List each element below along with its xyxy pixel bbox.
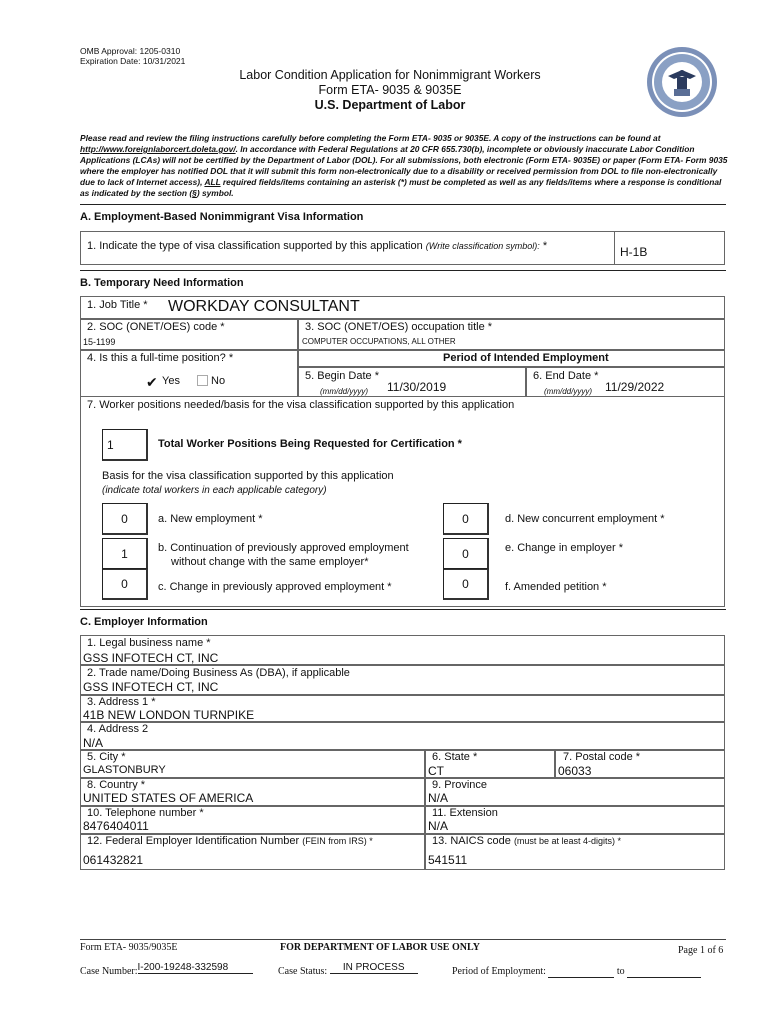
naics-value: 541511 [428, 853, 468, 867]
end-date-value: 11/29/2022 [605, 380, 665, 394]
new-employment-field[interactable]: 0 [102, 503, 148, 535]
visa-classification-label: 1. Indicate the type of visa classification supported by this application (Write classification symbol): * [87, 240, 548, 252]
amended-petition-label: f. Amended petition * [505, 581, 607, 593]
country-label: 8. Country * [87, 779, 146, 791]
visa-classification-value: H-1B [620, 245, 648, 259]
dba-label: 2. Trade name/Doing Business As (DBA), if applicable [87, 667, 350, 679]
fulltime-label: 4. Is this a full-time position? * [87, 352, 234, 364]
yes-checkbox[interactable]: ✔ [146, 374, 158, 390]
amended-petition-field[interactable]: 0 [443, 568, 489, 600]
fein-value: 061432821 [83, 853, 144, 867]
city-label: 5. City * [87, 751, 126, 763]
period-start-blank [548, 966, 614, 978]
country-value: UNITED STATES OF AMERICA [83, 791, 254, 805]
section-divider [80, 204, 726, 205]
legal-name-label: 1. Legal business name * [87, 637, 211, 649]
state-label: 6. State * [432, 751, 478, 763]
filing-instructions [80, 133, 728, 199]
footer-form: Form ETA- 9035/9035E [80, 942, 178, 953]
period-to-label: to [616, 966, 625, 977]
agency-name: U.S. Department of Labor [314, 98, 466, 112]
address2-field[interactable] [80, 722, 725, 750]
end-date-label: 6. End Date * [533, 370, 599, 382]
total-positions-field[interactable]: 1 [102, 429, 148, 461]
instructions-text-4: ) symbol. [196, 188, 234, 198]
new-concurrent-label: d. New concurrent employment * [505, 513, 665, 525]
section-c-title: C. Employer Information [80, 616, 208, 628]
dba-value: GSS INFOTECH CT, INC [83, 680, 219, 694]
omb-info [80, 46, 185, 66]
no-label: No [211, 375, 226, 387]
case-status-label: Case Status: [278, 966, 328, 977]
end-date-hint: (mm/dd/yyyy) [544, 387, 592, 396]
begin-date-value: 11/30/2019 [387, 380, 447, 394]
extension-value: N/A [428, 819, 449, 833]
instructions-section-symbol: § [192, 188, 197, 198]
state-value: CT [428, 764, 444, 778]
new-concurrent-field[interactable]: 0 [443, 503, 489, 535]
province-value: N/A [428, 791, 449, 805]
form-title: Labor Condition Application for Nonimmigrant Workers [239, 68, 541, 82]
address1-label: 3. Address 1 * [87, 696, 156, 708]
change-previous-label: c. Change in previously approved employment * [158, 581, 392, 593]
no-checkbox[interactable] [197, 375, 208, 386]
omb-expiration: Expiration Date: 10/31/2021 [80, 56, 186, 66]
fein-label: 12. Federal Employer Identification Number (FEIN from IRS) * [87, 835, 373, 847]
postal-value: 06033 [558, 764, 592, 778]
section-b-title: B. Temporary Need Information [80, 277, 244, 289]
yes-label: Yes [162, 375, 180, 387]
period-of-employment-label: Period of Employment: [452, 966, 546, 977]
case-status [278, 962, 418, 978]
address2-value: N/A [83, 736, 104, 750]
city-value: GLASTONBURY [83, 764, 166, 776]
change-employer-label: e. Change in employer * [505, 542, 624, 554]
instructions-text-2: . In accordance with Federal Regulations at 20 CFR 655.730(b), incomplete or obviously inaccurate Labor Condition Applications (LCAs) will not be certified by the Department of Labor (DOL). For all submissions, both electronic (Form ETA- 9035E) or paper (Form ETA- Form 9035 where the employer has notified DOL that it will submit this form non-electronically due to a disability or received permission from DOL to file non-electronically due to lack of Internet access), [80, 144, 728, 187]
job-title-value: WORKDAY CONSULTANT [168, 298, 360, 315]
soc-title-value: COMPUTER OCCUPATIONS, ALL OTHER [302, 337, 456, 346]
continuation-field[interactable]: 1 [102, 538, 148, 570]
province-label: 9. Province [432, 779, 488, 791]
period-label: Period of Intended Employment [443, 352, 609, 364]
new-employment-label: a. New employment * [158, 513, 263, 525]
period-end-blank [627, 966, 701, 978]
section-divider [80, 609, 726, 610]
case-number-value: I-200-19248-332598 [138, 962, 253, 974]
dol-seal-icon [646, 46, 718, 118]
period-of-employment [452, 966, 701, 978]
instructions-all: ALL [204, 177, 221, 187]
section-a-title: A. Employment-Based Nonimmigrant Visa Information [80, 211, 364, 223]
omb-approval: OMB Approval: 1205-0310 [80, 46, 181, 56]
phone-label: 10. Telephone number * [87, 807, 204, 819]
phone-value: 8476404011 [83, 819, 149, 833]
continuation-label: b. Continuation of previously approved employment [158, 542, 409, 554]
instructions-link[interactable]: http://www.foreignlaborcert.doleta.gov/ [80, 144, 236, 154]
job-title-label: 1. Job Title * [87, 299, 148, 311]
basis-hint: (indicate total workers in each applicable category) [102, 485, 327, 496]
soc-code-value: 15-1199 [83, 337, 116, 347]
extension-label: 11. Extension [432, 807, 498, 819]
address2-label: 4. Address 2 [87, 723, 149, 735]
positions-label: 7. Worker positions needed/basis for the visa classification supported by this application [87, 399, 515, 411]
instructions-text-1: Please read and review the filing instructions carefully before completing the Form ETA- 9035 or 9035E. A copy of the instructions can be found at [80, 133, 661, 143]
footer-divider [80, 939, 726, 940]
footer-page: Page 1 of 6 [678, 945, 724, 956]
form-number: Form ETA- 9035 & 9035E [318, 83, 462, 97]
change-previous-field[interactable]: 0 [102, 568, 148, 600]
total-positions-label: Total Worker Positions Being Requested for Certification * [158, 438, 462, 450]
address1-value: 41B NEW LONDON TURNPIKE [83, 708, 255, 722]
postal-label: 7. Postal code * [563, 751, 641, 763]
instructions-text-3: required fields/items containing an asterisk (*) must be completed as well as any fields/items where a response is conditional as indicated by the section ( [80, 177, 722, 198]
section-divider [80, 270, 726, 271]
soc-title-label: 3. SOC (ONET/OES) occupation title * [305, 321, 493, 333]
case-number-label: Case Number: [80, 966, 138, 977]
soc-code-label: 2. SOC (ONET/OES) code * [87, 321, 225, 333]
legal-name-value: GSS INFOTECH CT, INC [83, 651, 219, 665]
footer-dol-use: FOR DEPARTMENT OF LABOR USE ONLY [280, 942, 480, 953]
begin-date-label: 5. Begin Date * [305, 370, 379, 382]
basis-label: Basis for the visa classification supported by this application [102, 470, 394, 482]
case-number [80, 962, 253, 978]
continuation-label-2: without change with the same employer* [171, 556, 369, 568]
begin-date-hint: (mm/dd/yyyy) [320, 387, 368, 396]
case-status-value: IN PROCESS [330, 962, 418, 974]
positions-box [80, 397, 725, 607]
change-employer-field[interactable]: 0 [443, 538, 489, 570]
naics-label: 13. NAICS code (must be at least 4-digits) * [432, 835, 621, 847]
